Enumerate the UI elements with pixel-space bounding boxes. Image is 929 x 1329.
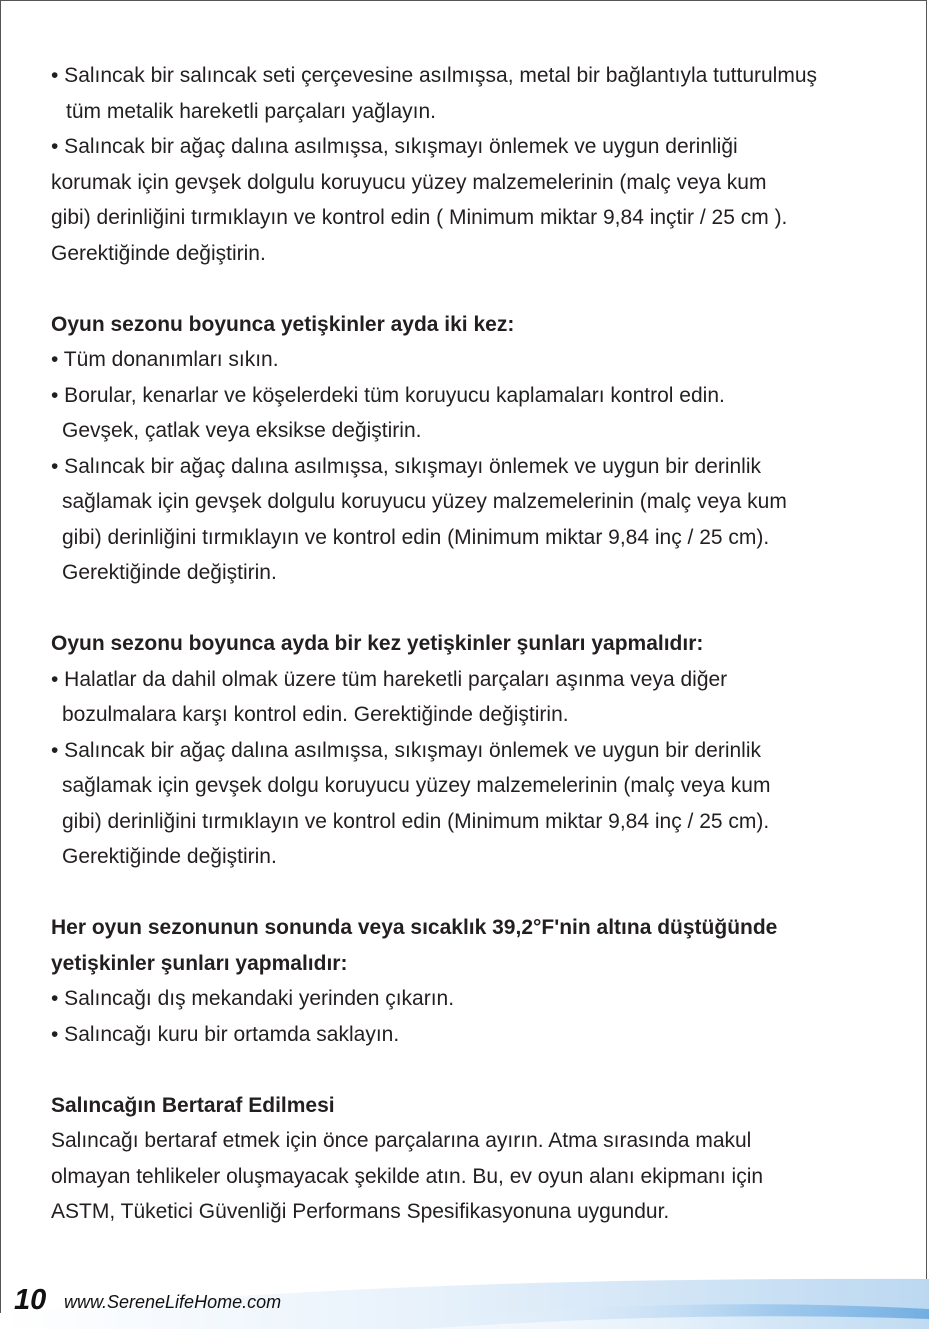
section-monthly-twice (51, 307, 891, 591)
bullet-line: • Salıncak bir salıncak seti çerçevesine asılmışsa, metal bir bağlantıyla tutturulmuş (51, 64, 818, 87)
bullet-line: • Salıncağı dış mekandaki yerinden çıkarın. (51, 987, 455, 1010)
section-season-end (51, 910, 891, 1052)
bullet-line: • Salıncak bir ağaç dalına asılmışsa, sıkışmayı önlemek ve uygun derinliği (51, 135, 738, 158)
section-heading: Oyun sezonu boyunca ayda bir kez yetişkinler şunları yapmalıdır: (51, 632, 704, 655)
bullet-line: • Salıncağı kuru bir ortamda saklayın. (51, 1022, 400, 1046)
body-line: Salıncağı bertaraf etmek için önce parçalarına ayırın. Atma sırasında makul (51, 1129, 752, 1152)
body-line: korumak için gevşek dolgulu koruyucu yüzey malzemelerinin (malç veya kum (51, 170, 767, 194)
bullet-continuation: sağlamak için gevşek dolgu koruyucu yüzey malzemelerinin (malç veya kum (62, 774, 771, 797)
bullet-continuation: Gerektiğinde değiştirin. (62, 561, 277, 584)
section-monthly-once (51, 626, 891, 875)
section-spacer (51, 875, 891, 911)
section-intro (51, 58, 891, 271)
bullet-line: • Tüm donanımları sıkın. (51, 348, 279, 371)
body-line: olmayan tehlikeler oluşmayacak şekilde atın. Bu, ev oyun alanı ekipmanı için (51, 1164, 764, 1188)
section-spacer (51, 1052, 891, 1088)
section-disposal (51, 1088, 891, 1230)
bullet-line: • Salıncak bir ağaç dalına asılmışsa, sıkışmayı önlemek ve uygun bir derinlik (51, 738, 762, 762)
section-heading-line: Her oyun sezonunun sonunda veya sıcaklık 39,2°F'nin altına düştüğünde (51, 916, 778, 939)
bullet-continuation: Gerektiğinde değiştirin. (62, 845, 277, 868)
bullet-continuation: gibi) derinliğini tırmıklayın ve kontrol edin (Minimum miktar 9,84 inç / 25 cm). (62, 525, 770, 549)
footer-band (0, 1269, 929, 1329)
section-heading: Salıncağın Bertaraf Edilmesi (51, 1093, 335, 1117)
bullet-continuation: Gevşek, çatlak veya eksikse değiştirin. (62, 419, 422, 442)
body-line: gibi) derinliğini tırmıklayın ve kontrol edin ( Minimum miktar 9,84 inçtir / 25 cm ). (51, 206, 788, 229)
footer-website-link[interactable]: www.SereneLifeHome.com (64, 1292, 282, 1312)
section-spacer (51, 591, 891, 627)
bullet-line: • Borular, kenarlar ve köşelerdeki tüm koruyucu kaplamaları kontrol edin. (51, 383, 725, 407)
bullet-continuation: gibi) derinliğini tırmıklayın ve kontrol edin (Minimum miktar 9,84 inç / 25 cm). (62, 809, 770, 833)
bullet-continuation: bozulmalara karşı kontrol edin. Gerektiğinde değiştirin. (62, 703, 569, 726)
bullet-line: • Salıncak bir ağaç dalına asılmışsa, sıkışmayı önlemek ve uygun bir derinlik (51, 454, 762, 478)
body-line: ASTM, Tüketici Güvenliği Performans Spesifikasyonuna uygundur. (51, 1200, 670, 1223)
body-line: Gerektiğinde değiştirin. (51, 241, 266, 265)
bullet-continuation: tüm metalik hareketli parçaları yağlayın. (66, 99, 436, 123)
bullet-line: • Halatlar da dahil olmak üzere tüm hareketli parçaları aşınma veya diğer (51, 667, 728, 691)
bullet-continuation: sağlamak için gevşek dolgulu koruyucu yüzey malzemelerinin (malç veya kum (62, 490, 787, 513)
page-number: 10 (14, 1284, 47, 1316)
section-heading-line: yetişkinler şunları yapmalıdır: (51, 951, 348, 975)
section-spacer (51, 271, 891, 307)
document-body (51, 58, 891, 1230)
section-heading: Oyun sezonu boyunca yetişkinler ayda iki kez: (51, 312, 515, 336)
